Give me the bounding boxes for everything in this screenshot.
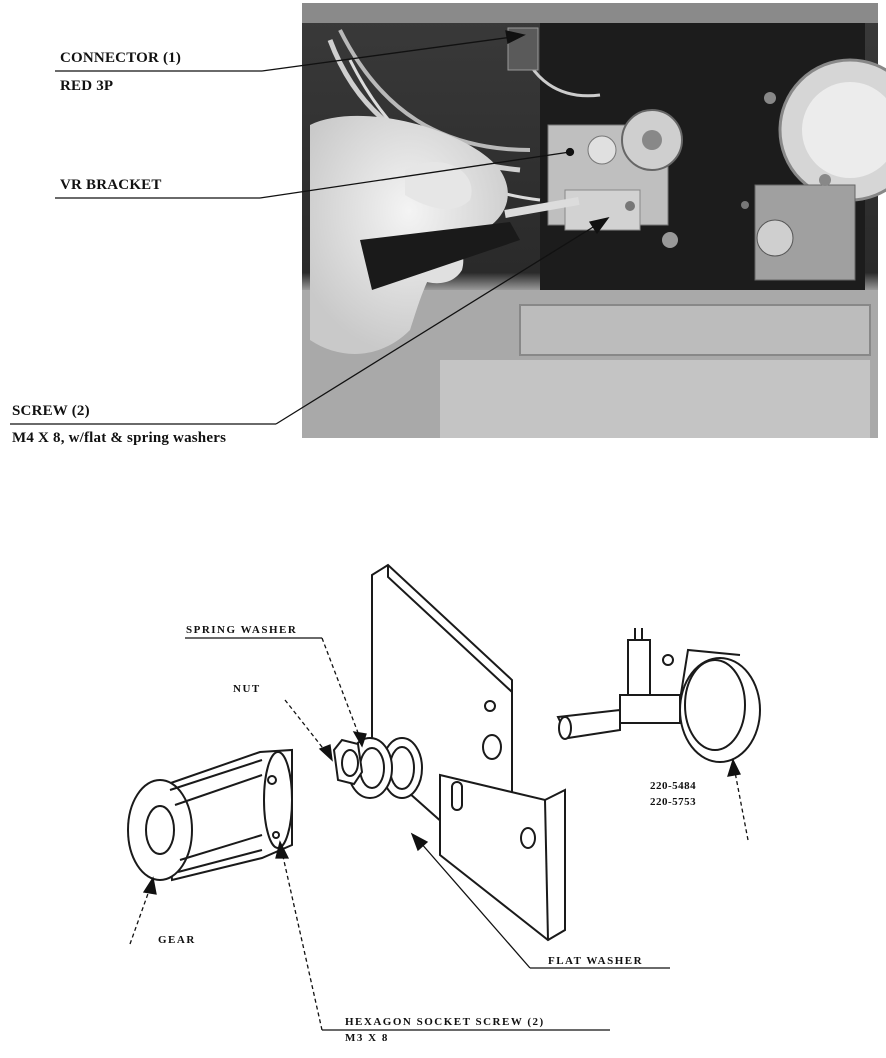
gear-label: GEAR bbox=[158, 934, 196, 946]
part-number-1: 220-5484 bbox=[650, 780, 697, 792]
connector-label: CONNECTOR (1) bbox=[60, 50, 182, 66]
exploded-drawing bbox=[128, 565, 760, 940]
part-number-2: 220-5753 bbox=[650, 796, 697, 808]
hex-screw-sub-label: M3 X 8 bbox=[345, 1032, 389, 1044]
screw-label: SCREW (2) bbox=[12, 403, 90, 419]
screw-sub-label: M4 X 8, w/flat & spring washers bbox=[12, 430, 227, 446]
spring-washer-label: SPRING WASHER bbox=[186, 624, 298, 636]
nut-label: NUT bbox=[233, 683, 261, 695]
hex-screw-label: HEXAGON SOCKET SCREW (2) bbox=[345, 1016, 545, 1028]
vr-bracket-label: VR BRACKET bbox=[60, 177, 162, 193]
connector-sub-label: RED 3P bbox=[60, 78, 114, 94]
flat-washer-label: FLAT WASHER bbox=[548, 955, 644, 967]
